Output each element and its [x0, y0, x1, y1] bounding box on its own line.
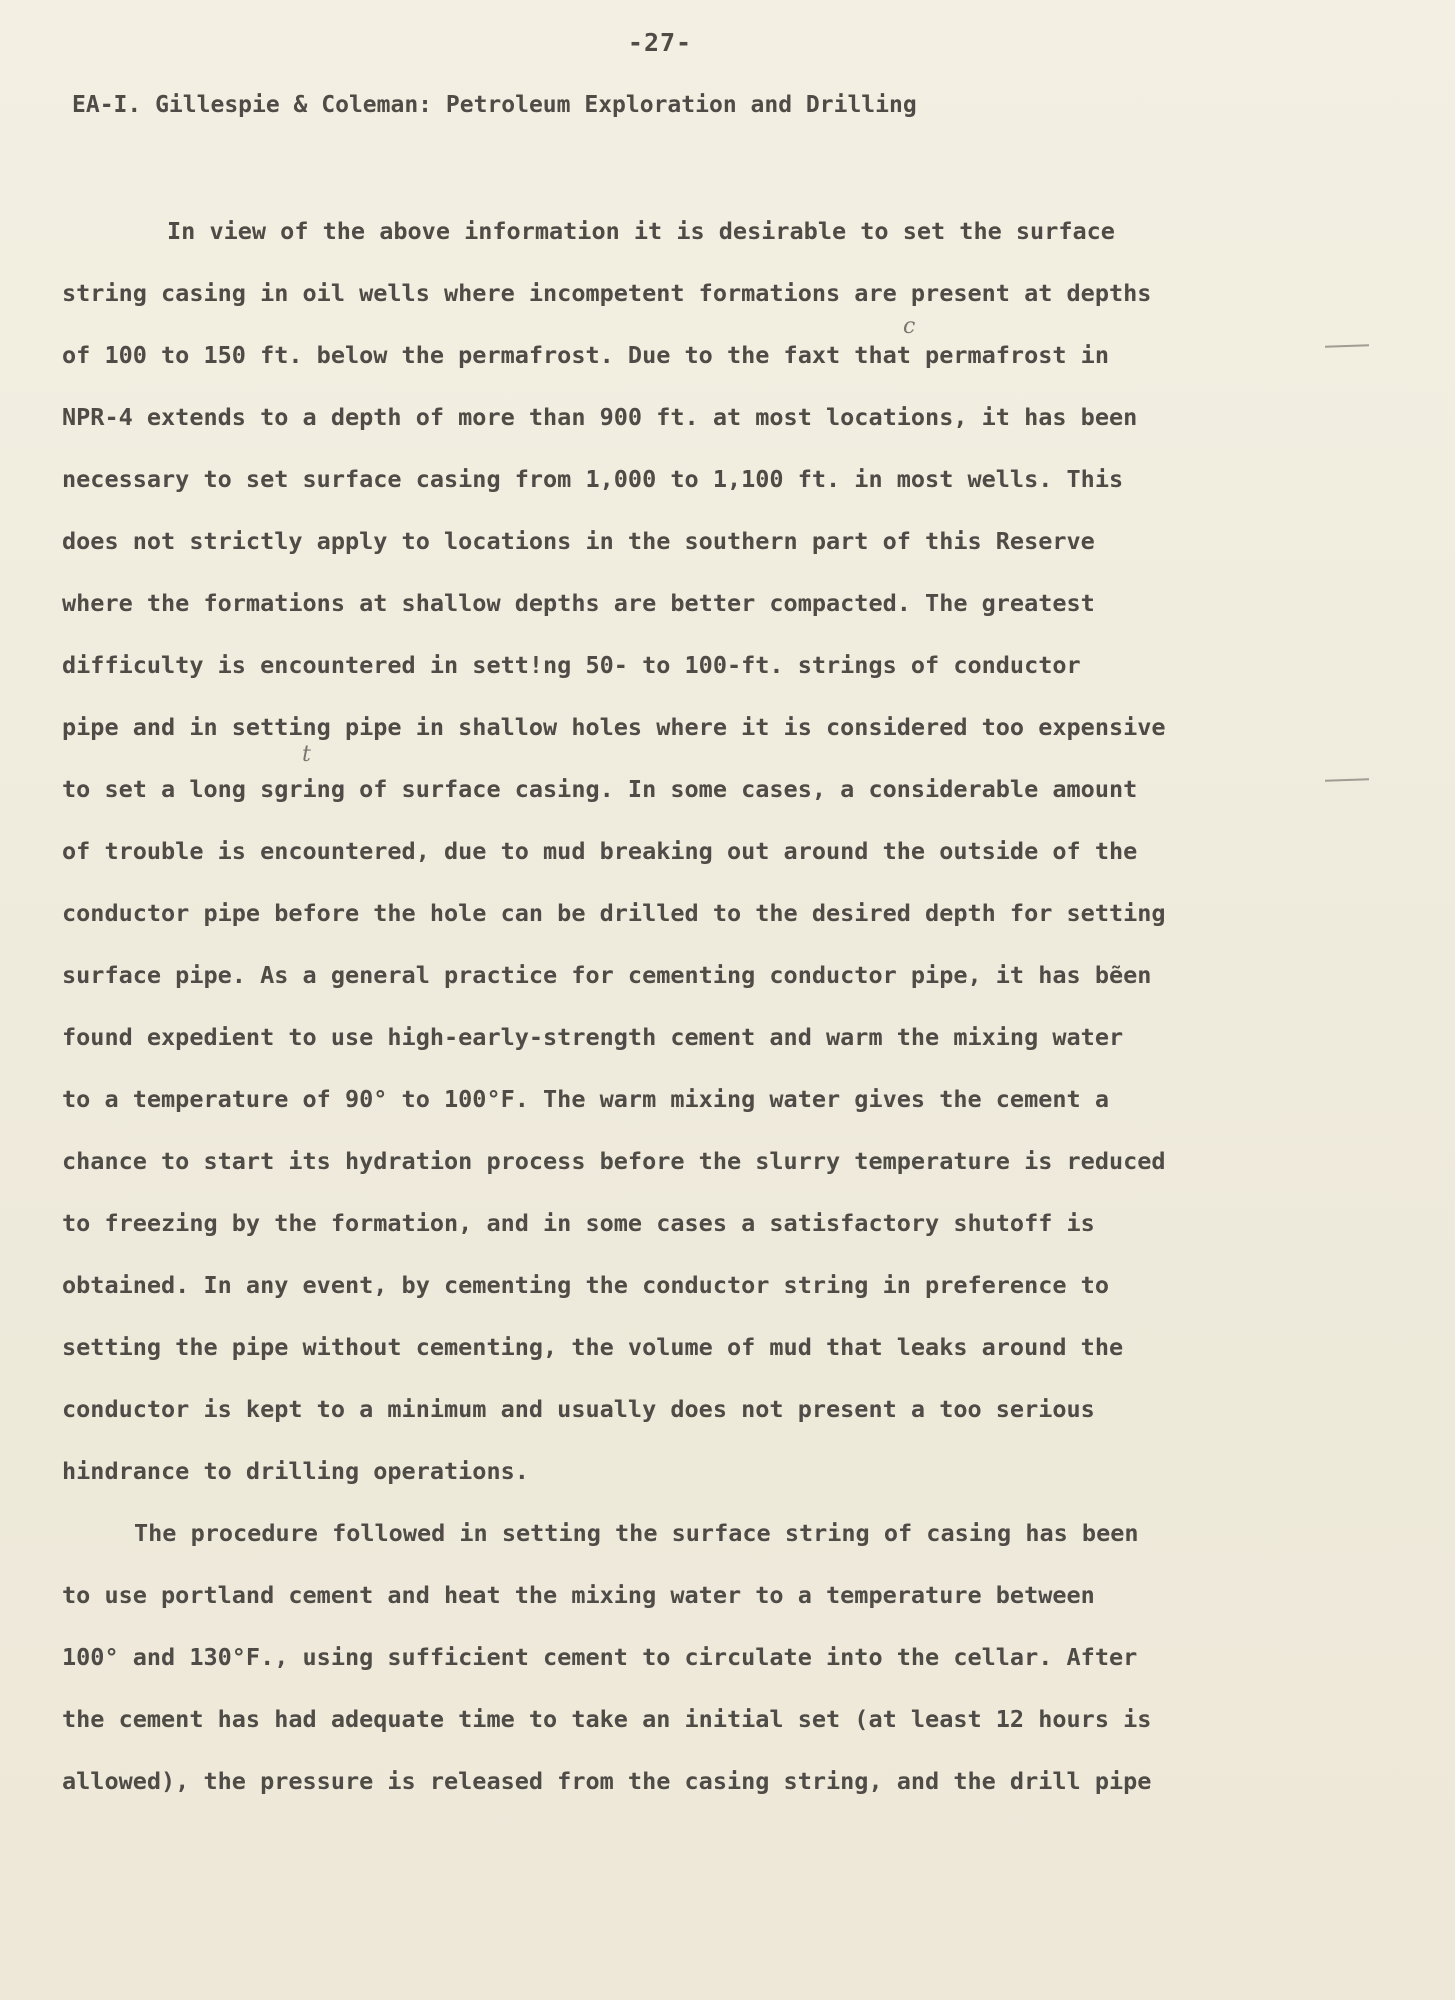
text-line: surface pipe. As a general practice for cementing conductor pipe, it has bẽen	[62, 961, 1152, 989]
text-line: setting the pipe without cementing, the volume of mud that leaks around the	[62, 1333, 1124, 1361]
text-line: 100° and 130°F., using sufficient cement to circulate into the cellar. After	[62, 1643, 1138, 1671]
handwritten-correction: t	[302, 742, 311, 767]
text-line: to use portland cement and heat the mixing water to a temperature between	[62, 1581, 1095, 1609]
text-line: In view of the above information it is desirable to set the surface	[167, 217, 1115, 245]
text-line: necessary to set surface casing from 1,000 to 1,100 ft. in most wells. This	[62, 465, 1124, 493]
text-line: difficulty is encountered in sett!ng 50- to 100-ft. strings of conductor	[62, 651, 1081, 679]
margin-mark	[1325, 778, 1369, 782]
text-line: the cement has had adequate time to take an initial set (at least 12 hours is	[62, 1705, 1152, 1733]
text-line: string casing in oil wells where incompetent formations are present at depths	[62, 279, 1152, 307]
text-line: allowed), the pressure is released from the casing string, and the drill pipe	[62, 1767, 1152, 1795]
text-line: of trouble is encountered, due to mud breaking out around the outside of the	[62, 837, 1138, 865]
text-line: found expedient to use high-early-strength cement and warm the mixing water	[62, 1023, 1124, 1051]
margin-mark	[1325, 344, 1369, 348]
text-line: to a temperature of 90° to 100°F. The warm mixing water gives the cement a	[62, 1085, 1109, 1113]
text-line: The procedure followed in setting the surface string of casing has been	[134, 1519, 1139, 1547]
running-head: EA-I. Gillespie & Coleman: Petroleum Exploration and Drilling	[72, 92, 917, 118]
text-line: to freezing by the formation, and in some cases a satisfactory shutoff is	[62, 1209, 1095, 1237]
text-line: NPR-4 extends to a depth of more than 900 ft. at most locations, it has been	[62, 403, 1138, 431]
text-line: pipe and in setting pipe in shallow holes where it is considered too expensive	[62, 713, 1166, 741]
page-number: -27-	[627, 28, 693, 57]
text-line: of 100 to 150 ft. below the permafrost. Due to the faxt that permafrost in	[62, 341, 1109, 369]
body-text	[62, 208, 1282, 1820]
text-line: to set a long sgring of surface casing. In some cases, a considerable amount	[62, 775, 1138, 803]
text-line: conductor is kept to a minimum and usually does not present a too serious	[62, 1395, 1095, 1423]
text-line: where the formations at shallow depths are better compacted. The greatest	[62, 589, 1095, 617]
text-line: does not strictly apply to locations in the southern part of this Reserve	[62, 527, 1095, 555]
text-line: hindrance to drilling operations.	[62, 1457, 529, 1485]
text-line: conductor pipe before the hole can be drilled to the desired depth for setting	[62, 899, 1166, 927]
text-line: chance to start its hydration process before the slurry temperature is reduced	[62, 1147, 1166, 1175]
handwritten-correction: c	[903, 314, 916, 339]
text-line: obtained. In any event, by cementing the conductor string in preference to	[62, 1271, 1109, 1299]
